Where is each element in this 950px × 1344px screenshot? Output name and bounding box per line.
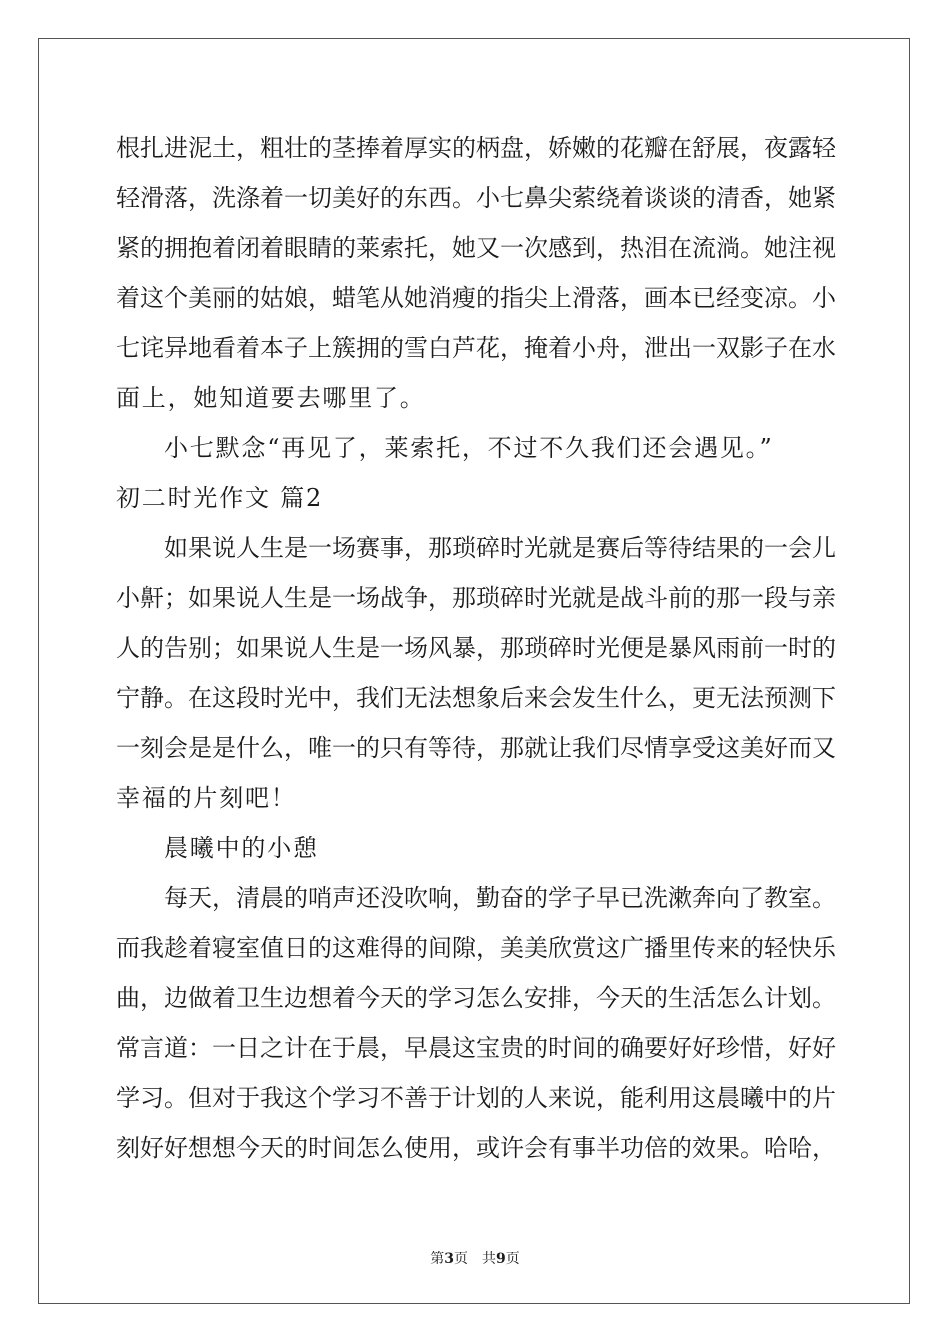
text-line: 轻滑落，洗涤着一切美好的东西。小七鼻尖萦绕着谈谈的清香，她紧 [116,184,836,212]
text-line: 紧的拥抱着闭着眼睛的莱索托，她又一次感到，热泪在流淌。她注视 [116,234,836,262]
document-body [116,123,836,1173]
page-footer [0,1248,950,1268]
text-line: 刻好好想想今天的时间怎么使用，或许会有事半功倍的效果。哈哈， [116,1134,836,1162]
text-line: 面上，她知道要去哪里了。 [116,384,426,412]
text-line: 幸福的片刻吧！ [116,784,297,812]
text-line: 根扎进泥土，粗壮的茎捧着厚实的柄盘，娇嫩的花瓣在舒展，夜露轻 [116,134,836,162]
text-line: 着这个美丽的姑娘，蜡笔从她消瘦的指尖上滑落，画本已经变凉。小 [116,284,836,312]
text-line: 小鼾；如果说人生是一场战争，那琐碎时光就是战斗前的那一段与亲 [116,584,836,612]
text-line: 人的告别；如果说人生是一场风暴，那琐碎时光便是暴风雨前一时的 [116,634,836,662]
text-line: 而我趁着寝室值日的这难得的间隙，美美欣赏这广播里传来的轻快乐 [116,934,836,962]
text-line: 曲，边做着卫生边想着今天的学习怎么安排，今天的生活怎么计划。 [116,984,836,1012]
total-prefix: 共 [482,1251,496,1267]
text-line: 学习。但对于我这个学习不善于计划的人来说，能利用这晨曦中的片 [116,1084,836,1112]
total-page-number: 9 [496,1251,506,1267]
page-prefix: 第 [430,1251,445,1267]
text-line: 一刻会是是什么，唯一的只有等待，那就让我们尽情享受这美好而又 [116,734,836,762]
total-suffix: 页 [505,1251,520,1267]
text-line: 常言道：一日之计在于晨，早晨这宝贵的时间的确要好好珍惜，好好 [116,1034,836,1062]
text-line: 宁静。在这段时光中，我们无法想象后来会发生什么，更无法预测下 [116,684,836,712]
current-page-number: 3 [444,1251,454,1267]
section-heading: 初二时光作文 篇2 [116,484,324,512]
text-line: 小七默念“再见了，莱索托，不过不久我们还会遇见。” [164,434,774,462]
text-line: 每天，清晨的哨声还没吹响，勤奋的学子早已洗漱奔向了教室。 [164,884,836,912]
subtitle: 晨曦中的小憩 [164,834,319,862]
text-line: 如果说人生是一场赛事，那琐碎时光就是赛后等待结果的一会儿 [164,534,836,562]
text-line: 七诧异地看着本子上簇拥的雪白芦花，掩着小舟，泄出一双影子在水 [116,334,836,362]
page-suffix: 页 [454,1251,468,1267]
